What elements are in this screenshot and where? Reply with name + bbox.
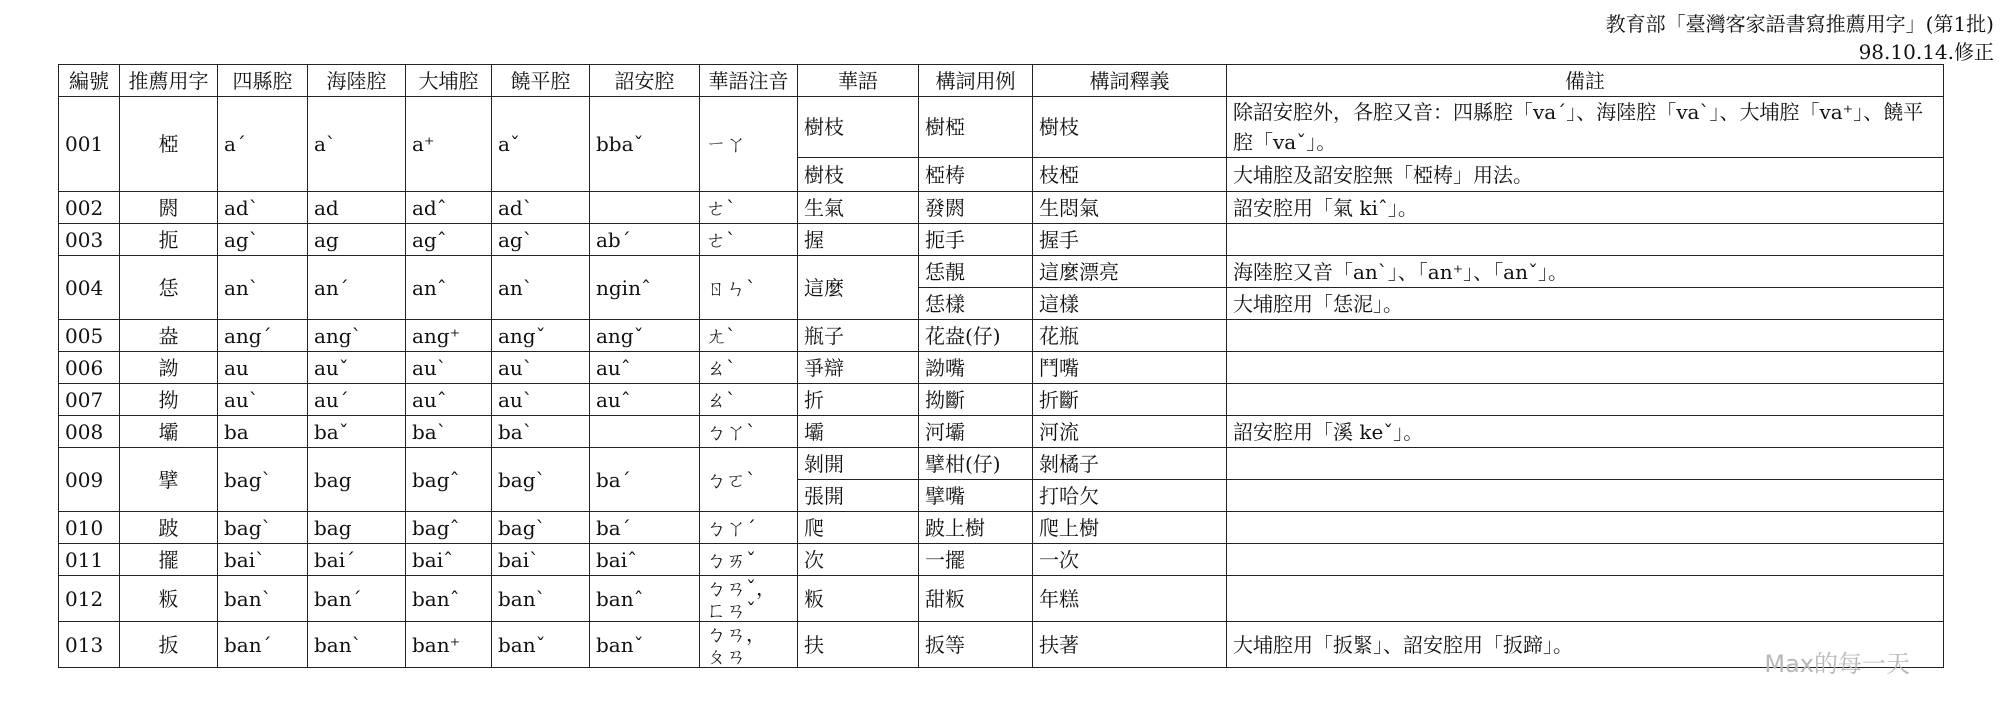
table-row [59, 256, 1944, 288]
sixian-pronunciation: ad` [218, 192, 308, 224]
word-example: 河壩 [919, 416, 1033, 448]
raoping-pronunciation: ad` [492, 192, 590, 224]
dapu-pronunciation: au` [406, 352, 492, 384]
sixian-pronunciation: ban` [218, 576, 308, 622]
entry-number: 007 [59, 384, 120, 416]
raoping-pronunciation: ban` [492, 576, 590, 622]
word-example: 恁樣 [919, 288, 1033, 320]
dapu-pronunciation: ban⁺ [406, 622, 492, 668]
recommended-char: 恁 [120, 256, 218, 320]
dapu-pronunciation: banˆ [406, 576, 492, 622]
column-header: 饒平腔 [492, 65, 590, 97]
mandarin-meaning: 樹枝 [798, 97, 919, 158]
recommended-char: 詏 [120, 352, 218, 384]
zhaoan-pronunciation [590, 416, 700, 448]
remarks [1227, 224, 1944, 256]
example-meaning: 河流 [1033, 416, 1227, 448]
zhaoan-pronunciation: bbaˇ [590, 97, 700, 192]
recommended-characters-table [58, 64, 1944, 668]
column-header: 大埔腔 [406, 65, 492, 97]
remarks: 海陸腔又音「an`」、「an⁺」、「anˇ」。 [1227, 256, 1944, 288]
raoping-pronunciation: au` [492, 352, 590, 384]
mandarin-meaning: 扶 [798, 622, 919, 668]
recommended-char: 壩 [120, 416, 218, 448]
entry-number: 004 [59, 256, 120, 320]
remarks [1227, 480, 1944, 512]
hailu-pronunciation: ang` [308, 320, 406, 352]
hailu-pronunciation: ban´ [308, 576, 406, 622]
hailu-pronunciation: baˇ [308, 416, 406, 448]
word-example: 扼手 [919, 224, 1033, 256]
remarks [1227, 384, 1944, 416]
table-row [59, 416, 1944, 448]
remarks: 大埔腔及詔安腔無「椏梼」用法。 [1227, 158, 1944, 192]
raoping-pronunciation: aˇ [492, 97, 590, 192]
raoping-pronunciation: bag` [492, 512, 590, 544]
table-row [59, 192, 1944, 224]
mandarin-meaning: 張開 [798, 480, 919, 512]
column-header: 詔安腔 [590, 65, 700, 97]
hailu-pronunciation: bai´ [308, 544, 406, 576]
example-meaning: 剝橘子 [1033, 448, 1227, 480]
table-row [59, 384, 1944, 416]
mandarin-zhuyin: ㄜˋ [700, 224, 798, 256]
raoping-pronunciation: ag` [492, 224, 590, 256]
entry-number: 013 [59, 622, 120, 668]
entry-number: 008 [59, 416, 120, 448]
table-row [59, 544, 1944, 576]
dapu-pronunciation: anˆ [406, 256, 492, 320]
watermark: Max的每一天 [1764, 650, 1910, 678]
column-header: 華語注音 [700, 65, 798, 97]
sixian-pronunciation: bag` [218, 512, 308, 544]
sixian-pronunciation: ang´ [218, 320, 308, 352]
word-example: 拗斷 [919, 384, 1033, 416]
zhaoan-pronunciation: baiˆ [590, 544, 700, 576]
recommended-char: 跛 [120, 512, 218, 544]
remarks [1227, 448, 1944, 480]
table-row [59, 352, 1944, 384]
zhaoan-pronunciation: angˇ [590, 320, 700, 352]
remarks: 詔安腔用「氣 kiˆ」。 [1227, 192, 1944, 224]
example-meaning: 生悶氣 [1033, 192, 1227, 224]
raoping-pronunciation: banˇ [492, 622, 590, 668]
zhaoan-pronunciation: auˆ [590, 384, 700, 416]
mandarin-zhuyin: ㄅㄚˊ [700, 512, 798, 544]
mandarin-meaning: 壩 [798, 416, 919, 448]
column-header: 編號 [59, 65, 120, 97]
table-row [59, 576, 1944, 622]
recommended-char: 擘 [120, 448, 218, 512]
raoping-pronunciation: bag` [492, 448, 590, 512]
example-meaning: 一次 [1033, 544, 1227, 576]
mandarin-zhuyin: ㄅㄢˇ， ㄈㄢˇ [700, 576, 798, 622]
table-row [59, 97, 1944, 158]
mandarin-zhuyin: ㄠˋ [700, 352, 798, 384]
mandarin-zhuyin: ㄅㄢ， ㄆㄢ [700, 622, 798, 668]
word-example: 椏梼 [919, 158, 1033, 192]
sixian-pronunciation: an` [218, 256, 308, 320]
dapu-pronunciation: a⁺ [406, 97, 492, 192]
dapu-pronunciation: bagˆ [406, 512, 492, 544]
word-example: 跛上樹 [919, 512, 1033, 544]
remarks [1227, 512, 1944, 544]
mandarin-meaning: 折 [798, 384, 919, 416]
column-header: 海陸腔 [308, 65, 406, 97]
table-row [59, 224, 1944, 256]
dapu-pronunciation: baiˆ [406, 544, 492, 576]
entry-number: 005 [59, 320, 120, 352]
raoping-pronunciation: bai` [492, 544, 590, 576]
hailu-pronunciation: bag [308, 512, 406, 544]
sixian-pronunciation: bai` [218, 544, 308, 576]
mandarin-zhuyin: ㄅㄚˋ [700, 416, 798, 448]
dapu-pronunciation: agˆ [406, 224, 492, 256]
dapu-pronunciation: bagˆ [406, 448, 492, 512]
mandarin-meaning: 剝開 [798, 448, 919, 480]
word-example: 樹椏 [919, 97, 1033, 158]
mandarin-zhuyin: ㄖㄣˋ [700, 256, 798, 320]
zhaoan-pronunciation: banˇ [590, 622, 700, 668]
entry-number: 009 [59, 448, 120, 512]
mandarin-meaning: 這麼 [798, 256, 919, 320]
dapu-pronunciation: ba` [406, 416, 492, 448]
remarks [1227, 576, 1944, 622]
example-meaning: 鬥嘴 [1033, 352, 1227, 384]
example-meaning: 枝椏 [1033, 158, 1227, 192]
column-header: 備註 [1227, 65, 1944, 97]
entry-number: 006 [59, 352, 120, 384]
sixian-pronunciation: a´ [218, 97, 308, 192]
zhaoan-pronunciation: nginˆ [590, 256, 700, 320]
sixian-pronunciation: bag` [218, 448, 308, 512]
sixian-pronunciation: ban´ [218, 622, 308, 668]
mandarin-meaning: 爭辯 [798, 352, 919, 384]
hailu-pronunciation: ad [308, 192, 406, 224]
word-example: 花盎(仔) [919, 320, 1033, 352]
hailu-pronunciation: an´ [308, 256, 406, 320]
recommended-char: 粄 [120, 576, 218, 622]
example-meaning: 握手 [1033, 224, 1227, 256]
hailu-pronunciation: bag [308, 448, 406, 512]
entry-number: 003 [59, 224, 120, 256]
mandarin-meaning: 樹枝 [798, 158, 919, 192]
revision-date: 98.10.14.修正 [1858, 40, 1994, 64]
column-header: 華語 [798, 65, 919, 97]
example-meaning: 花瓶 [1033, 320, 1227, 352]
raoping-pronunciation: au` [492, 384, 590, 416]
mandarin-meaning: 次 [798, 544, 919, 576]
mandarin-meaning: 生氣 [798, 192, 919, 224]
recommended-char: 盎 [120, 320, 218, 352]
example-meaning: 折斷 [1033, 384, 1227, 416]
table-row [59, 512, 1944, 544]
recommended-char: 椏 [120, 97, 218, 192]
remarks: 詔安腔用「溪 keˇ」。 [1227, 416, 1944, 448]
column-header: 構詞用例 [919, 65, 1033, 97]
example-meaning: 扶著 [1033, 622, 1227, 668]
word-example: 甜粄 [919, 576, 1033, 622]
dapu-pronunciation: auˆ [406, 384, 492, 416]
example-meaning: 這麼漂亮 [1033, 256, 1227, 288]
dapu-pronunciation: ang⁺ [406, 320, 492, 352]
mandarin-meaning: 粄 [798, 576, 919, 622]
mandarin-meaning: 瓶子 [798, 320, 919, 352]
column-header: 構詞釋義 [1033, 65, 1227, 97]
raoping-pronunciation: angˇ [492, 320, 590, 352]
example-meaning: 爬上樹 [1033, 512, 1227, 544]
sixian-pronunciation: ba [218, 416, 308, 448]
recommended-char: 拗 [120, 384, 218, 416]
raoping-pronunciation: ba` [492, 416, 590, 448]
example-meaning: 這樣 [1033, 288, 1227, 320]
mandarin-zhuyin: ㄧㄚ [700, 97, 798, 192]
table-header-row [59, 65, 1944, 97]
word-example: 發閼 [919, 192, 1033, 224]
word-example: 詏嘴 [919, 352, 1033, 384]
remarks: 大埔腔用「扳緊」、詔安腔用「扳蹄」。 [1227, 622, 1944, 668]
entry-number: 011 [59, 544, 120, 576]
sixian-pronunciation: au` [218, 384, 308, 416]
remarks [1227, 544, 1944, 576]
remarks: 大埔腔用「恁泥」。 [1227, 288, 1944, 320]
recommended-char: 閼 [120, 192, 218, 224]
word-example: 一擺 [919, 544, 1033, 576]
hailu-pronunciation: a` [308, 97, 406, 192]
word-example: 擘柑(仔) [919, 448, 1033, 480]
sixian-pronunciation: au [218, 352, 308, 384]
entry-number: 010 [59, 512, 120, 544]
mandarin-zhuyin: ㄅㄞˇ [700, 544, 798, 576]
recommended-char: 扼 [120, 224, 218, 256]
sixian-pronunciation: ag` [218, 224, 308, 256]
example-meaning: 年糕 [1033, 576, 1227, 622]
table-row [59, 448, 1944, 480]
hailu-pronunciation: au´ [308, 384, 406, 416]
remarks: 除詔安腔外，各腔又音：四縣腔「va´」、海陸腔「va`」、大埔腔「va⁺」、饒平腔「vaˇ」。 [1227, 97, 1944, 158]
document-source: 教育部「臺灣客家語書寫推薦用字」(第1批) [1605, 12, 1994, 36]
entry-number: 012 [59, 576, 120, 622]
column-header: 四縣腔 [218, 65, 308, 97]
table-row [59, 622, 1944, 668]
word-example: 擘嘴 [919, 480, 1033, 512]
remarks [1227, 352, 1944, 384]
zhaoan-pronunciation: auˆ [590, 352, 700, 384]
entry-number: 002 [59, 192, 120, 224]
mandarin-meaning: 握 [798, 224, 919, 256]
mandarin-zhuyin: ㄠˋ [700, 384, 798, 416]
zhaoan-pronunciation: ab´ [590, 224, 700, 256]
mandarin-meaning: 爬 [798, 512, 919, 544]
raoping-pronunciation: an` [492, 256, 590, 320]
recommended-char: 扳 [120, 622, 218, 668]
word-example: 恁靚 [919, 256, 1033, 288]
hailu-pronunciation: ban` [308, 622, 406, 668]
zhaoan-pronunciation: ba´ [590, 448, 700, 512]
word-example: 扳等 [919, 622, 1033, 668]
entry-number: 001 [59, 97, 120, 192]
remarks [1227, 320, 1944, 352]
example-meaning: 樹枝 [1033, 97, 1227, 158]
hailu-pronunciation: auˇ [308, 352, 406, 384]
zhaoan-pronunciation: banˆ [590, 576, 700, 622]
hailu-pronunciation: ag [308, 224, 406, 256]
example-meaning: 打哈欠 [1033, 480, 1227, 512]
dapu-pronunciation: adˆ [406, 192, 492, 224]
zhaoan-pronunciation [590, 192, 700, 224]
mandarin-zhuyin: ㄅㄛˋ [700, 448, 798, 512]
table-row [59, 320, 1944, 352]
mandarin-zhuyin: ㄜˋ [700, 192, 798, 224]
column-header: 推薦用字 [120, 65, 218, 97]
recommended-char: 擺 [120, 544, 218, 576]
zhaoan-pronunciation: ba´ [590, 512, 700, 544]
mandarin-zhuyin: ㄤˋ [700, 320, 798, 352]
